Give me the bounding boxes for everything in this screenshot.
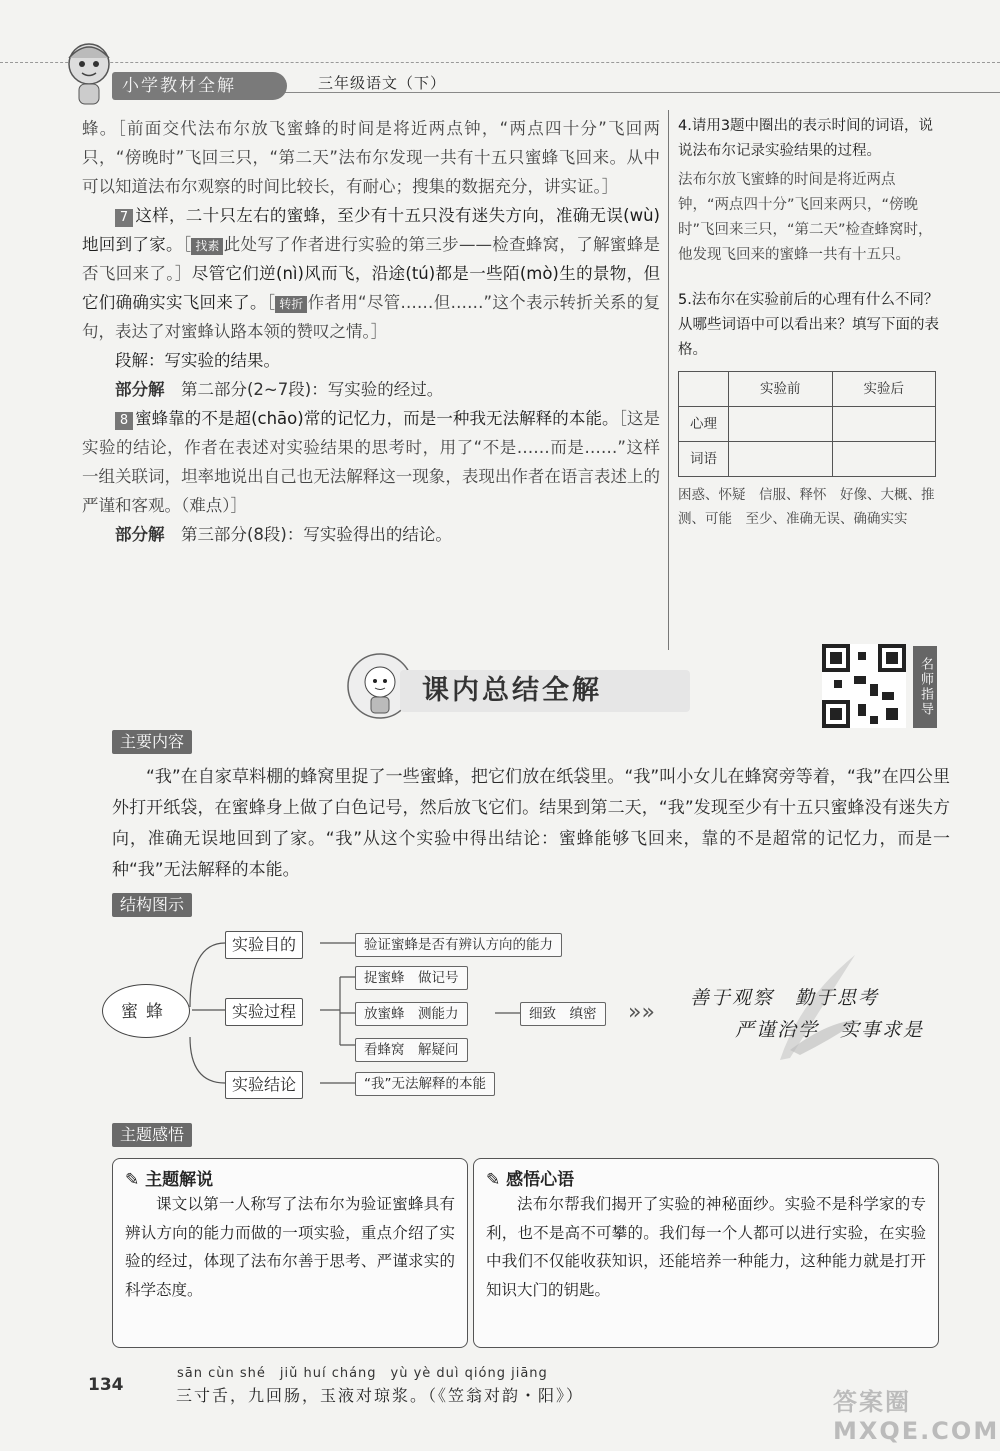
annotation-tag: 找素 [191, 238, 223, 255]
summary-text [112, 762, 950, 886]
motto-2: 严谨治学 实事求是 [735, 1019, 925, 1041]
mascot-icon [60, 40, 118, 108]
leaf-conclusion: “我”无法解释的本能 [355, 1072, 495, 1096]
table-header: 实验前 [729, 372, 833, 407]
table-row-label: 心理 [679, 407, 729, 442]
series-badge: 小学教材全解 [112, 72, 287, 100]
node-conclusion: 实验结论 [225, 1071, 303, 1099]
watermark: 答案圈 MXQE.COM [833, 1388, 1000, 1445]
leaf-purpose: 验证蜜蜂是否有辨认方向的能力 [355, 933, 562, 957]
theme-reflect-title: ✎ 感悟心语 [486, 1170, 575, 1190]
paragraph-number: 7 [115, 209, 133, 227]
theme-explain-title: ✎ 主题解说 [125, 1170, 214, 1190]
part-summary-2: 部分解 第二部分(2~7段)：写实验的经过。 [115, 380, 444, 399]
table-header: 实验后 [832, 372, 936, 407]
qr-label: 名师指导 [913, 646, 937, 728]
section-title: 课内总结全解 [400, 670, 690, 712]
column-divider [668, 110, 669, 650]
theme-reflect-box [473, 1158, 939, 1348]
answer-4: 法布尔放飞蜜蜂的时间是将近两点钟，“两点四十分”飞回来两只，“傍晚时”飞回来三只，“第二天”检查蜂窝时，他发现飞回来的蜜蜂一共有十五只。 [678, 172, 933, 263]
section-tag-summary: 主要内容 [112, 730, 192, 754]
motto-1: 善于观察 勤于思考 [690, 987, 880, 1009]
main-text [82, 114, 660, 549]
theme-explain-box [112, 1158, 468, 1348]
pinyin-line: sān cùn shé jiǔ huí cháng yù yè duì qióng jiāng [177, 1366, 548, 1381]
grade-title: 三年级语文（下） [318, 74, 447, 92]
node-process: 实验过程 [225, 998, 303, 1026]
annotation-tag: 转折 [275, 296, 307, 313]
paragraph-8: 8 蜜蜂靠的不是超(chāo)常的记忆力，而是一种我无法解释的本能。［这是实验的结论，作者在表述对实验结果的思考时，用了“不是……而是……”这样一组关联词，坦率地说出自己也无法解释这一现象，表现出作者在语言表述上的严谨和客观。（难点）］ [82, 409, 660, 515]
arrow-icon: »» [628, 1000, 655, 1025]
answer-table [678, 371, 936, 477]
theme-reflect-text: 法布尔帮我们揭开了实验的神秘面纱。实验不是科学家的专利，也不是高不可攀的。我们每一个人都可以进行实验，在实验中我们不仅能收获知识，还能培养一种能力，这种能力就是打开知识大门的钥匙。 [486, 1195, 926, 1299]
section-tag-theme: 主题感悟 [112, 1123, 192, 1147]
paragraph-7: 7 这样，二十只左右的蜜蜂，至少有十五只没有迷失方向，准确无误(wù)地回到了家。［ 找素 此处写了作者进行实验的第三步——检查蜂窝，了解蜜蜂是否飞回来了。］尽管它们逆(nì)风而飞，沿途(tú)都是一些陌(mò)生的景物，但它们确确实实飞回来了。［ 转折 作者用“尽管……但……”这个表示转折关系的复句，表达了对蜜蜂认路本领的赞叹之情。］ [82, 206, 661, 341]
leaf-process: 捉蜜蜂 做记号 [355, 966, 468, 990]
paragraph-number: 8 [115, 412, 133, 430]
diagram-root: 蜜蜂 [102, 984, 190, 1038]
question-4: 4.请用3题中圈出的表示时间的词语，说说法布尔记录实验结果的过程。 [678, 118, 934, 159]
section-tag-structure: 结构图示 [112, 893, 192, 917]
header-rule [0, 62, 1000, 63]
theme-explain-text: 课文以第一人称写了法布尔为验证蜜蜂具有辨认方向的能力而做的一项实验，重点介绍了实验的经过，体现了法布尔善于思考、严谨求实的科学态度。 [125, 1195, 455, 1299]
question-5: 5.法布尔在实验前后的心理有什么不同？从哪些词语中可以看出来？填写下面的表格。 [678, 292, 939, 358]
paragraph-6-tail: 蜂。［前面交代法布尔放飞蜜蜂的时间是将近两点钟，“两点四十分”飞回两只，“傍晚时”飞回三只，“第二天”法布尔发现一共有十五只蜜蜂飞回来。从中可以知道法布尔观察的时间比较长，有耐心；搜集的数据充分，讲实证。］ [82, 119, 660, 196]
part-summary-3: 部分解 第三部分(8段)：写实验得出的结论。 [115, 525, 452, 544]
couplet-line: 三寸舌，九回肠，玉液对琼浆。（《笠翁对韵・阳》） [176, 1386, 585, 1405]
qr-code-icon[interactable] [822, 644, 906, 728]
leaf-process: 看蜂窝 解疑问 [355, 1038, 468, 1062]
side-questions [678, 114, 940, 531]
table-row-label: 词语 [679, 442, 729, 477]
answer-options: 困惑、怀疑 信服、释怀 好像、大概、推测、可能 至少、准确无误、确确实实 [678, 487, 935, 527]
summary-paragraph: “我”在自家草料棚的蜂窝里捉了一些蜜蜂，把它们放在纸袋里。“我”叫小女儿在蜂窝旁等着，“我”在四公里外打开纸袋，在蜜蜂身上做了白色记号，然后放飞它们。结果到第二天，“我”发现至少有十五只蜜蜂没有迷失方向，准确无误地回到了家。“我”从这个实验中得出结论：蜜蜂能够飞回来，靠的不是超常的记忆力，而是一种“我”无法解释的本能。 [112, 767, 950, 880]
node-purpose: 实验目的 [225, 931, 303, 959]
leaf-process: 放蜜蜂 测能力 [355, 1002, 468, 1026]
page-number: 134 [88, 1375, 124, 1395]
trait-box: 细致 缜密 [520, 1002, 606, 1026]
paragraph-summary: 段解：写实验的结果。 [115, 351, 280, 370]
